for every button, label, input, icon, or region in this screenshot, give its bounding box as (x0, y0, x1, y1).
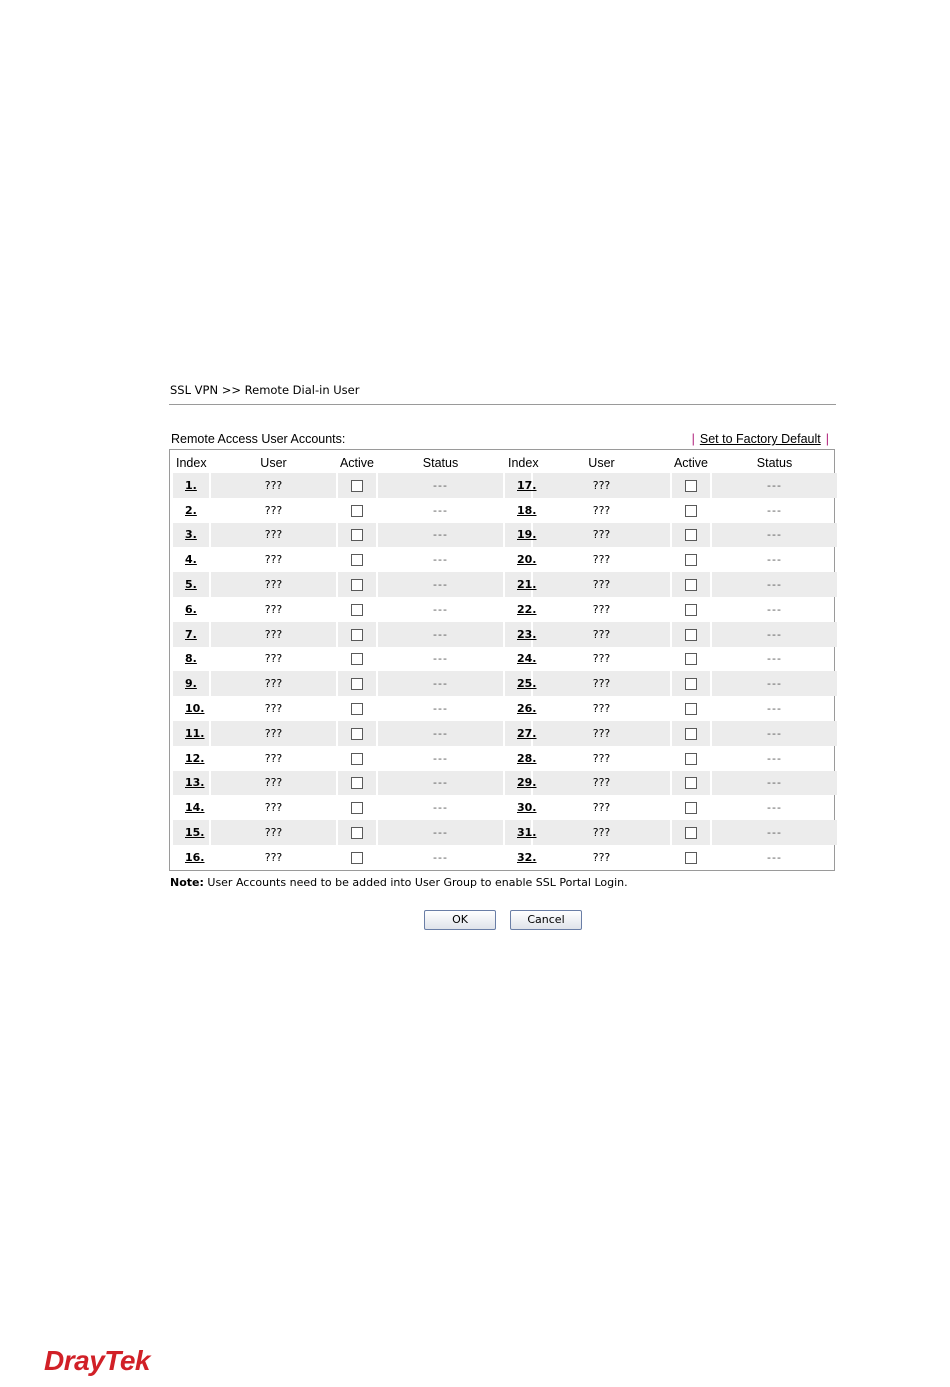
accounts-table-box (169, 449, 835, 871)
active-checkbox[interactable] (351, 678, 363, 690)
index-cell (173, 523, 209, 548)
active-cell (672, 771, 710, 796)
index-cell (505, 820, 537, 845)
index-cell (173, 597, 209, 622)
status-cell: --- (433, 702, 448, 716)
active-checkbox[interactable] (685, 505, 697, 517)
status-cell: --- (712, 721, 837, 746)
status-cell: --- (378, 572, 503, 597)
status-cell: --- (767, 602, 782, 616)
user-index-link[interactable]: 6. (185, 602, 197, 616)
active-cell (672, 746, 710, 771)
active-checkbox[interactable] (685, 827, 697, 839)
index-cell (173, 746, 209, 771)
user-cell: ??? (592, 652, 611, 666)
active-checkbox[interactable] (351, 852, 363, 864)
index-cell (505, 473, 537, 498)
user-cell: ??? (533, 820, 670, 845)
table-row (173, 523, 837, 548)
user-cell: ??? (211, 771, 336, 796)
user-index-link[interactable]: 31. (517, 826, 537, 840)
column-header-status: Status (422, 456, 459, 470)
active-checkbox[interactable] (351, 579, 363, 591)
column-header-index: Index (176, 456, 207, 470)
active-cell (338, 572, 376, 597)
active-cell (338, 696, 376, 721)
user-index-link[interactable]: 26. (517, 702, 537, 716)
active-cell (672, 498, 710, 523)
active-cell (338, 845, 376, 870)
index-cell (173, 845, 209, 870)
index-cell (505, 795, 537, 820)
active-cell (672, 845, 710, 870)
active-cell (338, 498, 376, 523)
table-row (173, 771, 837, 796)
active-cell (672, 473, 710, 498)
active-cell (672, 523, 710, 548)
active-checkbox[interactable] (685, 554, 697, 566)
status-cell: --- (767, 751, 782, 765)
user-index-link[interactable]: 27. (517, 726, 537, 740)
separator-right: | (825, 432, 829, 446)
page-breadcrumb: SSL VPN >> Remote Dial-in User (170, 383, 360, 397)
index-cell (505, 547, 537, 572)
user-index-link[interactable]: 7. (185, 627, 197, 641)
cancel-button[interactable]: Cancel (510, 910, 582, 930)
active-checkbox[interactable] (685, 480, 697, 492)
active-checkbox[interactable] (351, 505, 363, 517)
status-cell: --- (433, 553, 448, 567)
active-cell (672, 547, 710, 572)
status-cell: --- (712, 671, 837, 696)
title-divider (169, 404, 836, 405)
table-row (173, 845, 837, 870)
active-cell (338, 547, 376, 572)
status-cell: --- (712, 771, 837, 796)
index-cell (505, 721, 537, 746)
index-cell (505, 696, 537, 721)
active-checkbox[interactable] (351, 827, 363, 839)
active-checkbox[interactable] (685, 604, 697, 616)
status-cell: --- (767, 850, 782, 864)
table-row (173, 622, 837, 647)
user-cell: ??? (211, 721, 336, 746)
user-index-link[interactable]: 29. (517, 776, 537, 790)
user-index-link[interactable]: 25. (517, 677, 537, 691)
index-cell (173, 696, 209, 721)
user-index-link[interactable]: 14. (185, 801, 205, 815)
user-index-link[interactable]: 10. (185, 702, 205, 716)
active-cell (672, 795, 710, 820)
table-row (173, 671, 837, 696)
user-index-link[interactable]: 28. (517, 751, 537, 765)
active-checkbox[interactable] (685, 802, 697, 814)
index-cell (173, 671, 209, 696)
index-cell (505, 597, 537, 622)
status-cell: --- (433, 751, 448, 765)
user-cell: ??? (211, 572, 336, 597)
index-cell (505, 746, 537, 771)
factory-default-area (687, 432, 834, 446)
user-cell: ??? (533, 721, 670, 746)
user-index-link[interactable]: 19. (517, 528, 537, 542)
section-label: Remote Access User Accounts: (171, 432, 346, 446)
status-cell: --- (378, 671, 503, 696)
user-index-link[interactable]: 17. (517, 478, 537, 492)
status-cell: --- (767, 801, 782, 815)
user-cell: ??? (264, 751, 283, 765)
table-row (173, 572, 837, 597)
status-cell: --- (767, 553, 782, 567)
user-index-link[interactable]: 8. (185, 652, 197, 666)
status-cell: --- (378, 622, 503, 647)
index-cell (173, 771, 209, 796)
user-cell: ??? (533, 473, 670, 498)
user-index-link[interactable]: 4. (185, 553, 197, 567)
user-index-link[interactable]: 15. (185, 826, 205, 840)
active-cell (338, 473, 376, 498)
index-cell (505, 622, 537, 647)
active-checkbox[interactable] (351, 777, 363, 789)
active-checkbox[interactable] (351, 480, 363, 492)
table-row (173, 746, 837, 771)
active-cell (338, 671, 376, 696)
user-cell: ??? (592, 850, 611, 864)
user-cell: ??? (211, 622, 336, 647)
active-checkbox[interactable] (351, 554, 363, 566)
active-cell (338, 721, 376, 746)
index-cell (505, 845, 537, 870)
active-cell (672, 696, 710, 721)
active-cell (672, 647, 710, 672)
user-cell: ??? (592, 602, 611, 616)
user-cell: ??? (264, 801, 283, 815)
active-checkbox[interactable] (351, 653, 363, 665)
user-index-link[interactable]: 24. (517, 652, 537, 666)
status-cell: --- (767, 702, 782, 716)
user-cell: ??? (592, 553, 611, 567)
table-row (173, 820, 837, 845)
status-cell: --- (433, 652, 448, 666)
user-index-link[interactable]: 3. (185, 528, 197, 542)
status-cell: --- (433, 602, 448, 616)
status-cell: --- (378, 820, 503, 845)
index-cell (173, 622, 209, 647)
active-checkbox[interactable] (351, 802, 363, 814)
status-cell: --- (433, 503, 448, 517)
active-cell (672, 597, 710, 622)
active-checkbox[interactable] (685, 777, 697, 789)
index-cell (173, 795, 209, 820)
index-cell (505, 523, 537, 548)
index-cell (505, 572, 537, 597)
active-checkbox[interactable] (685, 753, 697, 765)
user-index-link[interactable]: 13. (185, 776, 205, 790)
user-cell: ??? (211, 473, 336, 498)
set-factory-default-link[interactable]: Set to Factory Default (699, 432, 821, 446)
active-checkbox[interactable] (351, 703, 363, 715)
active-checkbox[interactable] (351, 753, 363, 765)
active-cell (672, 622, 710, 647)
active-checkbox[interactable] (685, 653, 697, 665)
user-cell: ??? (533, 771, 670, 796)
index-cell (173, 647, 209, 672)
active-checkbox[interactable] (351, 629, 363, 641)
index-cell (173, 473, 209, 498)
status-cell: --- (712, 820, 837, 845)
user-index-link[interactable]: 18. (517, 503, 537, 517)
user-cell: ??? (264, 850, 283, 864)
table-row (173, 795, 837, 820)
user-index-link[interactable]: 23. (517, 627, 537, 641)
user-cell: ??? (592, 702, 611, 716)
status-cell: --- (712, 622, 837, 647)
user-cell: ??? (264, 503, 283, 517)
active-checkbox[interactable] (685, 703, 697, 715)
index-cell (173, 547, 209, 572)
active-checkbox[interactable] (685, 852, 697, 864)
user-cell: ??? (211, 523, 336, 548)
user-cell: ??? (592, 503, 611, 517)
active-cell (338, 746, 376, 771)
accounts-table (171, 453, 839, 870)
table-row (173, 498, 837, 523)
user-index-link[interactable]: 12. (185, 751, 205, 765)
table-row (173, 696, 837, 721)
user-cell: ??? (264, 702, 283, 716)
column-header-active: Active (673, 456, 709, 470)
ok-button[interactable]: OK (424, 910, 496, 930)
active-cell (672, 572, 710, 597)
user-cell: ??? (211, 820, 336, 845)
index-cell (173, 498, 209, 523)
active-checkbox[interactable] (351, 529, 363, 541)
active-cell (672, 820, 710, 845)
column-header-index: Index (508, 456, 539, 470)
user-cell: ??? (533, 622, 670, 647)
active-cell (338, 622, 376, 647)
note-text: User Accounts need to be added into User Group to enable SSL Portal Login. (203, 876, 628, 889)
active-cell (338, 795, 376, 820)
column-header-status: Status (756, 456, 793, 470)
note (170, 876, 628, 889)
index-cell (505, 498, 537, 523)
status-cell: --- (712, 523, 837, 548)
user-cell: ??? (533, 671, 670, 696)
status-cell: --- (712, 473, 837, 498)
index-cell (505, 671, 537, 696)
active-cell (338, 820, 376, 845)
status-cell: --- (378, 473, 503, 498)
active-checkbox[interactable] (685, 529, 697, 541)
active-checkbox[interactable] (351, 728, 363, 740)
index-cell (173, 572, 209, 597)
draytek-logo: DrayTek (44, 1345, 150, 1376)
status-cell: --- (378, 523, 503, 548)
user-index-link[interactable]: 1. (185, 478, 197, 492)
note-label: Note: (170, 876, 204, 889)
user-cell: ??? (264, 602, 283, 616)
status-cell: --- (767, 652, 782, 666)
user-index-link[interactable]: 16. (185, 850, 205, 864)
active-cell (338, 771, 376, 796)
user-index-link[interactable]: 20. (517, 553, 537, 567)
column-header-active: Active (339, 456, 375, 470)
active-cell (672, 721, 710, 746)
user-cell: ??? (592, 751, 611, 765)
status-cell: --- (767, 503, 782, 517)
user-index-link[interactable]: 2. (185, 503, 197, 517)
index-cell (173, 820, 209, 845)
user-index-link[interactable]: 5. (185, 578, 197, 592)
active-cell (338, 647, 376, 672)
user-cell: ??? (592, 801, 611, 815)
table-row (173, 547, 837, 572)
status-cell: --- (433, 801, 448, 815)
table-row (173, 721, 837, 746)
table-row (173, 473, 837, 498)
status-cell: --- (433, 850, 448, 864)
index-cell (505, 771, 537, 796)
active-checkbox[interactable] (685, 728, 697, 740)
table-row (173, 597, 837, 622)
user-cell: ??? (211, 671, 336, 696)
active-cell (338, 523, 376, 548)
active-cell (672, 671, 710, 696)
index-cell (505, 647, 537, 672)
table-row (173, 647, 837, 672)
active-checkbox[interactable] (685, 678, 697, 690)
status-cell: --- (378, 721, 503, 746)
user-cell: ??? (533, 523, 670, 548)
user-index-link[interactable]: 32. (517, 850, 537, 864)
active-cell (338, 597, 376, 622)
user-index-link[interactable]: 30. (517, 801, 537, 815)
user-index-link[interactable]: 11. (185, 726, 205, 740)
user-cell: ??? (264, 652, 283, 666)
user-index-link[interactable]: 9. (185, 677, 197, 691)
index-cell (173, 721, 209, 746)
column-header-user: User (588, 456, 615, 470)
active-checkbox[interactable] (685, 629, 697, 641)
active-checkbox[interactable] (685, 579, 697, 591)
user-index-link[interactable]: 21. (517, 578, 537, 592)
user-index-link[interactable]: 22. (517, 602, 537, 616)
table-header-row (173, 453, 837, 473)
status-cell: --- (712, 572, 837, 597)
status-cell: --- (378, 771, 503, 796)
column-header-user: User (260, 456, 287, 470)
active-checkbox[interactable] (351, 604, 363, 616)
separator-left: | (691, 432, 695, 446)
user-cell: ??? (533, 572, 670, 597)
user-cell: ??? (264, 553, 283, 567)
